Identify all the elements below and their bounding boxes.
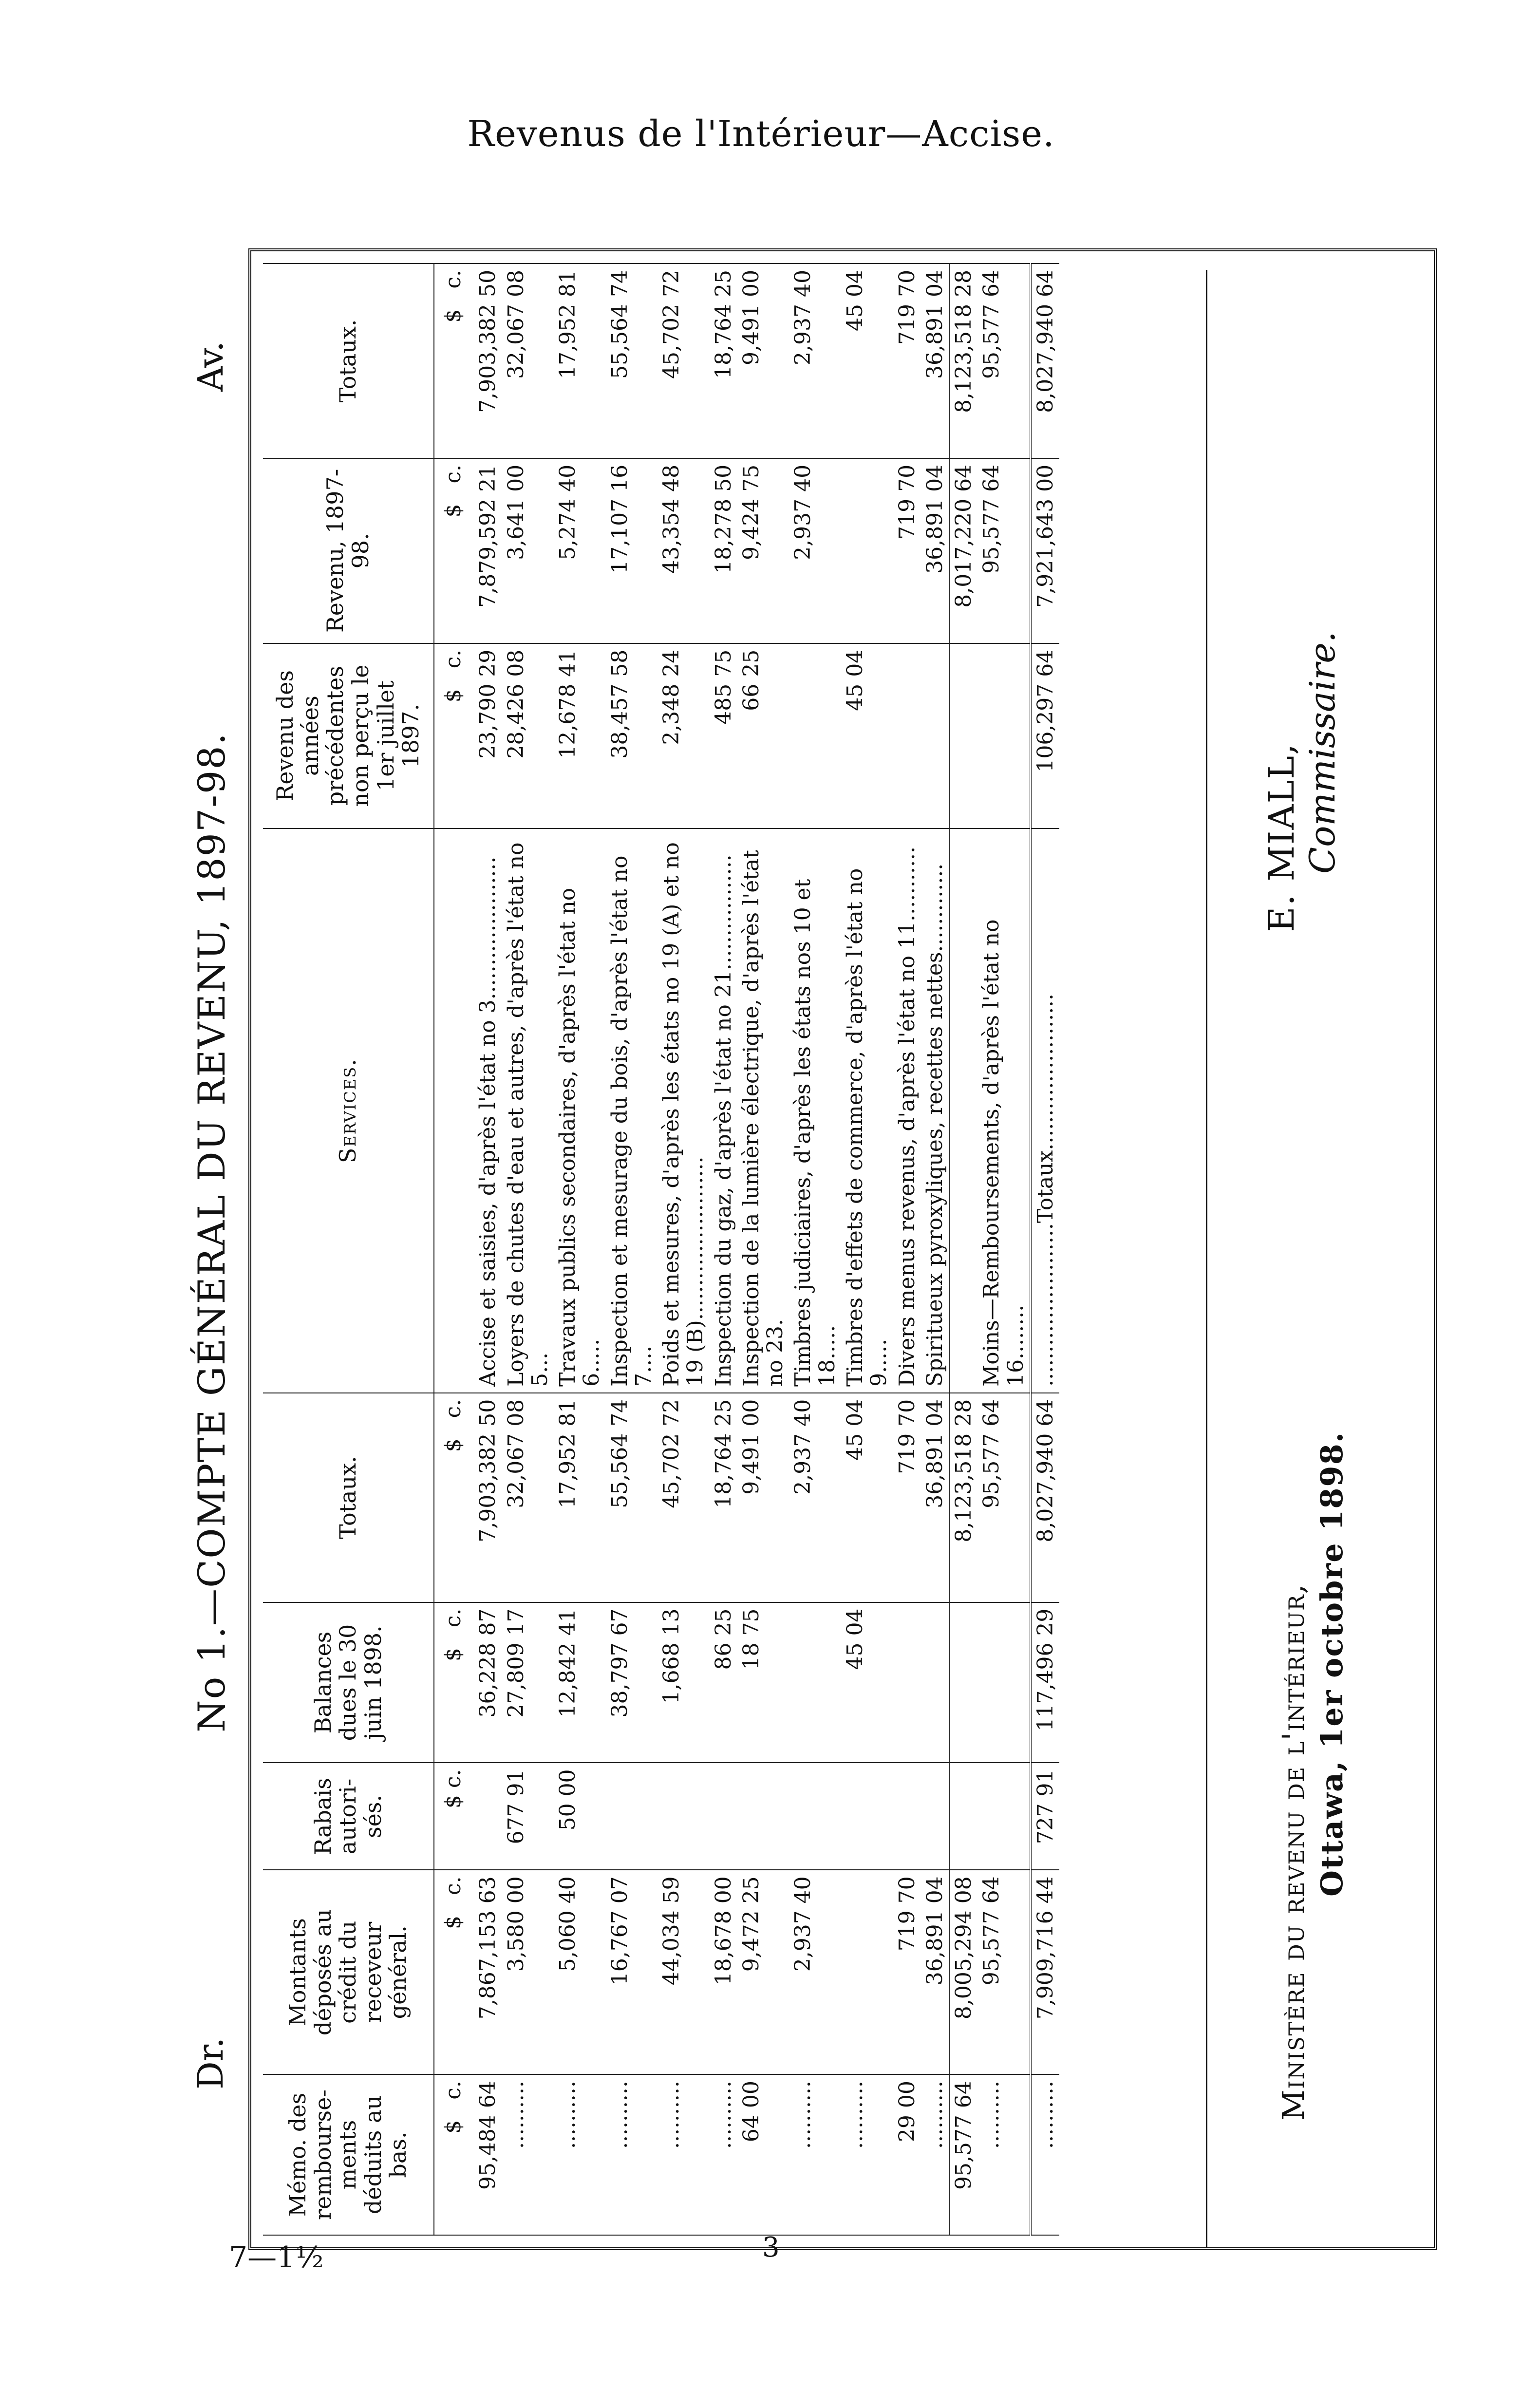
memo-cell: .......... — [841, 2074, 893, 2235]
revenu-9798-cell: 2,937 40 — [789, 458, 841, 643]
revenu-prec-cell: 106,297 64 — [1031, 643, 1059, 828]
balances-cell — [789, 1602, 841, 1763]
unit-cell: $ c. — [434, 1393, 474, 1602]
table-row — [921, 263, 949, 2235]
rabais-cell — [893, 1763, 921, 1870]
ministry-line: Ministère du revenu de l'intérieur, — [1276, 1583, 1311, 2121]
revenu-prec-cell — [949, 643, 977, 828]
balances-cell — [977, 1602, 1031, 1763]
rabais-cell: 727 91 — [1031, 1763, 1059, 1870]
totaux-dr-cell: 45,702 72 — [658, 1393, 710, 1602]
memo-cell: .......... — [502, 2074, 554, 2235]
memo-cell: .......... — [789, 2074, 841, 2235]
montants-cell: 5,060 40 — [554, 1870, 606, 2074]
balances-cell: 1,668 13 — [658, 1602, 710, 1763]
data-rows — [474, 263, 949, 2235]
memo-cell: .......... — [658, 2074, 710, 2235]
units-row — [434, 263, 474, 2235]
balances-cell: 36,228 87 — [474, 1602, 502, 1763]
totaux-dr-cell: 2,937 40 — [789, 1393, 841, 1602]
totaux-av-cell: 9,491 00 — [737, 263, 789, 458]
totaux-dr-cell: 95,577 64 — [977, 1393, 1031, 1602]
totaux-av-cell: 45,702 72 — [658, 263, 710, 458]
revenue-table — [263, 263, 1059, 2236]
signatory-name: E. MIALL, — [1261, 742, 1302, 932]
unit-cell: $ c. — [434, 263, 474, 458]
unit-cell: $ c. — [434, 1602, 474, 1763]
memo-cell: .......... — [710, 2074, 737, 2235]
revenu-prec-cell: 485 75 — [710, 643, 737, 828]
totaux-av-cell: 8,027,940 64 — [1031, 263, 1059, 458]
totaux-dr-cell: 55,564 74 — [606, 1393, 658, 1602]
signature-block — [1261, 631, 1343, 932]
rabais-cell — [977, 1763, 1031, 1870]
rabais-cell — [921, 1763, 949, 1870]
balances-cell: 38,797 67 — [606, 1602, 658, 1763]
unit-cell — [434, 828, 474, 1393]
memo-cell: 64 00 — [737, 2074, 789, 2235]
unit-cell: $ c. — [434, 458, 474, 643]
totaux-av-cell: 2,937 40 — [789, 263, 841, 458]
revenu-9798-cell: 43,354 48 — [658, 458, 710, 643]
revenu-prec-cell: 45 04 — [841, 643, 893, 828]
revenu-prec-cell: 66 25 — [737, 643, 789, 828]
montants-cell: 9,472 25 — [737, 1870, 789, 2074]
montants-cell: 7,909,716 44 — [1031, 1870, 1059, 2074]
revenu-9798-cell: 9,424 75 — [737, 458, 789, 643]
signature-area — [1206, 270, 1422, 2247]
totaux-av-cell: 719 70 — [893, 263, 921, 458]
unit-cell: $ c. — [434, 1763, 474, 1870]
revenu-9798-cell: 18,278 50 — [710, 458, 737, 643]
service-cell: Inspection de la lumière électrique, d'après l'état no 23. — [737, 828, 789, 1393]
col-revenu-9798: Revenu, 1897-98. — [263, 458, 434, 643]
col-balances: Balances dues le 30 juin 1898. — [263, 1602, 434, 1763]
table-row — [893, 263, 921, 2235]
totaux-dr-cell: 7,903,382 50 — [474, 1393, 502, 1602]
revenu-prec-cell: 2,348 24 — [658, 643, 710, 828]
service-cell: Inspection du gaz, d'après l'état no 21................. — [710, 828, 737, 1393]
rabais-cell — [949, 1763, 977, 1870]
service-cell: Accise et saisies, d'après l'état no 3..................... — [474, 828, 502, 1393]
memo-cell: .......... — [554, 2074, 606, 2235]
memo-cell: .......... — [977, 2074, 1031, 2235]
service-cell: Spiritueux pyroxyliques, recettes nettes............. — [921, 828, 949, 1393]
table-row — [841, 263, 893, 2235]
totaux-dr-cell: 8,123,518 28 — [949, 1393, 977, 1602]
totaux-dr-cell: 9,491 00 — [737, 1393, 789, 1602]
refunds-row — [977, 263, 1031, 2235]
revenu-prec-cell: 12,678 41 — [554, 643, 606, 828]
rabais-cell: 50 00 — [554, 1763, 606, 1870]
revenu-prec-cell: 28,426 08 — [502, 643, 554, 828]
balances-cell: 117,496 29 — [1031, 1602, 1059, 1763]
totaux-av-cell: 17,952 81 — [554, 263, 606, 458]
credit-label: Av. — [190, 341, 231, 392]
revenu-prec-cell — [921, 643, 949, 828]
service-cell: Inspection et mesurage du bois, d'après l'état no 7.... — [606, 828, 658, 1393]
revenu-prec-cell — [977, 643, 1031, 828]
totaux-av-cell: 18,764 25 — [710, 263, 737, 458]
montants-cell: 719 70 — [893, 1870, 921, 2074]
table-row — [502, 263, 554, 2235]
montants-cell: 8,005,294 08 — [949, 1870, 977, 2074]
memo-cell: .......... — [1031, 2074, 1059, 2235]
totaux-av-cell: 32,067 08 — [502, 263, 554, 458]
balances-cell — [893, 1602, 921, 1763]
montants-cell: 36,891 04 — [921, 1870, 949, 2074]
table-title: No 1.—COMPTE GÉNÉRAL DU REVENU, 1897-98. — [190, 732, 233, 1732]
rabais-cell — [737, 1763, 789, 1870]
table-row — [789, 263, 841, 2235]
montants-cell: 7,867,153 63 — [474, 1870, 502, 2074]
revenu-prec-cell: 23,790 29 — [474, 643, 502, 828]
col-services: Services. — [263, 828, 434, 1393]
date-line: Ottawa, 1er octobre 1898. — [1314, 1431, 1350, 1897]
header-row — [263, 263, 434, 2235]
service-cell: Poids et mesures, d'après les états no 19 (A) et no 19 (B)........................ — [658, 828, 710, 1393]
service-cell: Moins—Remboursements, d'après l'état no 16........ — [977, 828, 1031, 1393]
revenu-9798-cell: 719 70 — [893, 458, 921, 643]
montants-cell: 2,937 40 — [789, 1870, 841, 2074]
totaux-dr-cell: 32,067 08 — [502, 1393, 554, 1602]
unit-cell: $ c. — [434, 2074, 474, 2235]
totaux-dr-cell: 17,952 81 — [554, 1393, 606, 1602]
totaux-dr-cell: 8,027,940 64 — [1031, 1393, 1059, 1602]
debit-label: Dr. — [190, 2037, 231, 2089]
rotated-table-block — [185, 214, 1442, 2250]
balances-cell: 86 25 — [710, 1602, 737, 1763]
subtotal-row — [949, 263, 977, 2235]
montants-cell: 3,580 00 — [502, 1870, 554, 2074]
table-row — [737, 263, 789, 2235]
revenu-9798-cell — [841, 458, 893, 643]
table-row — [606, 263, 658, 2235]
revenu-prec-cell: 38,457 58 — [606, 643, 658, 828]
revenu-9798-cell: 3,641 00 — [502, 458, 554, 643]
memo-cell: 95,484 64 — [474, 2074, 502, 2235]
totaux-av-cell: 7,903,382 50 — [474, 263, 502, 458]
revenu-9798-cell: 7,879,592 21 — [474, 458, 502, 643]
montants-cell: 44,034 59 — [658, 1870, 710, 2074]
table-row — [710, 263, 737, 2235]
page-header: Revenus de l'Intérieur—Accise. — [467, 113, 1055, 155]
memo-cell: .......... — [921, 2074, 949, 2235]
col-revenu-prec: Revenu des années précédentes non perçu le 1er juillet 1897. — [263, 643, 434, 828]
revenu-prec-cell — [789, 643, 841, 828]
revenu-prec-cell — [893, 643, 921, 828]
service-cell: Travaux publics secondaires, d'après l'état no 6..... — [554, 828, 606, 1393]
revenu-9798-cell: 17,107 16 — [606, 458, 658, 643]
totaux-dr-cell: 18,764 25 — [710, 1393, 737, 1602]
service-cell — [949, 828, 977, 1393]
table-row — [554, 263, 606, 2235]
totaux-dr-cell: 36,891 04 — [921, 1393, 949, 1602]
balances-cell: 45 04 — [841, 1602, 893, 1763]
col-totaux-dr: Totaux. — [263, 1393, 434, 1602]
table-frame — [248, 248, 1437, 2250]
col-totaux-av: Totaux. — [263, 263, 434, 458]
totaux-av-cell: 55,564 74 — [606, 263, 658, 458]
rabais-cell — [789, 1763, 841, 1870]
rabais-cell: 677 91 — [502, 1763, 554, 1870]
balances-cell: 12,842 41 — [554, 1602, 606, 1763]
signature-mark: 7—1½ — [229, 2240, 324, 2275]
table-row — [658, 263, 710, 2235]
table-row — [474, 263, 502, 2235]
totaux-av-cell: 36,891 04 — [921, 263, 949, 458]
rabais-cell — [658, 1763, 710, 1870]
rabais-cell — [474, 1763, 502, 1870]
totaux-av-cell: 95,577 64 — [977, 263, 1031, 458]
rabais-cell — [606, 1763, 658, 1870]
service-cell: Divers menus revenus, d'après l'état no 11........... — [893, 828, 921, 1393]
service-cell: Loyers de chutes d'eau et autres, d'après l'état no 5... — [502, 828, 554, 1393]
table-title-bar — [185, 214, 248, 2250]
totaux-dr-cell: 719 70 — [893, 1393, 921, 1602]
unit-cell: $ c. — [434, 643, 474, 828]
col-rabais: Rabais autori-sés. — [263, 1763, 434, 1870]
memo-cell: 29 00 — [893, 2074, 921, 2235]
rabais-cell — [841, 1763, 893, 1870]
montants-cell: 18,678 00 — [710, 1870, 737, 2074]
balances-cell — [921, 1602, 949, 1763]
col-memo: Mémo. des rembourse-ments déduits au bas. — [263, 2074, 434, 2235]
montants-cell: 95,577 64 — [977, 1870, 1031, 2074]
memo-cell: .......... — [606, 2074, 658, 2235]
revenu-9798-cell: 36,891 04 — [921, 458, 949, 643]
revenu-9798-cell: 7,921,643 00 — [1031, 458, 1059, 643]
revenu-9798-cell: 95,577 64 — [977, 458, 1031, 643]
service-cell: Timbres d'effets de commerce, d'après l'état no 9..... — [841, 828, 893, 1393]
ministry-block — [1276, 1431, 1350, 2121]
col-montants: Montants déposés au crédit du receveur général. — [263, 1870, 434, 2074]
totaux-av-cell: 8,123,518 28 — [949, 263, 977, 458]
balances-cell: 18 75 — [737, 1602, 789, 1763]
montants-cell — [841, 1870, 893, 2074]
rabais-cell — [710, 1763, 737, 1870]
unit-cell: $ c. — [434, 1870, 474, 2074]
page-number: 3 — [762, 2232, 780, 2263]
revenu-9798-cell: 8,017,220 64 — [949, 458, 977, 643]
service-cell: Timbres judiciaires, d'après les états nos 10 et 18..... — [789, 828, 841, 1393]
totaux-dr-cell: 45 04 — [841, 1393, 893, 1602]
totaux-av-cell: 45 04 — [841, 263, 893, 458]
revenu-9798-cell: 5,274 40 — [554, 458, 606, 643]
memo-cell: 95,577 64 — [949, 2074, 977, 2235]
balances-cell: 27,809 17 — [502, 1602, 554, 1763]
totals-row — [1031, 263, 1059, 2235]
signatory-role: Commissaire. — [1302, 631, 1343, 874]
montants-cell: 16,767 07 — [606, 1870, 658, 2074]
balances-cell — [949, 1602, 977, 1763]
service-cell: ........................Totaux....................... — [1031, 828, 1059, 1393]
